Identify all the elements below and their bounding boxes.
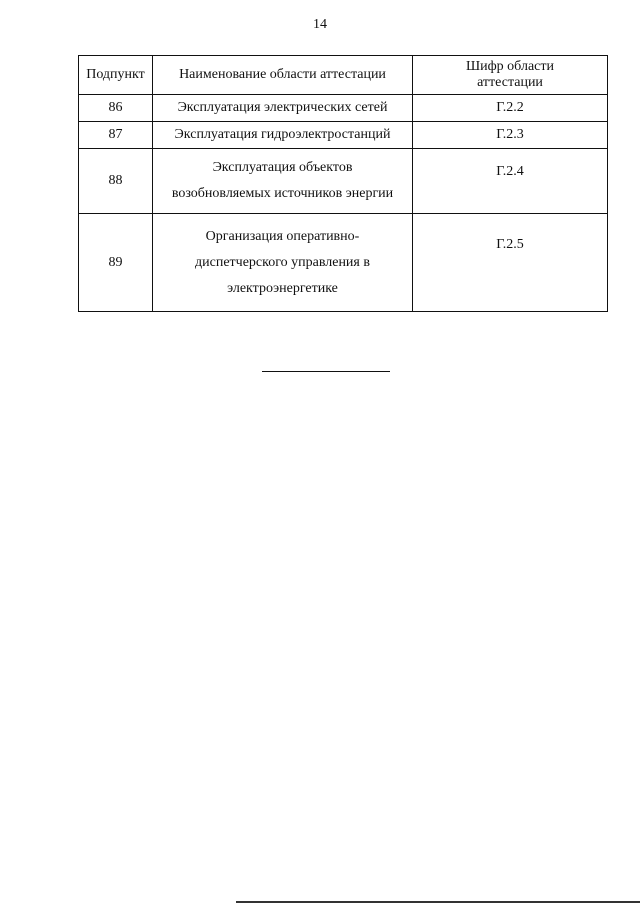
table-row bbox=[79, 95, 608, 122]
header-code bbox=[413, 56, 608, 95]
attestation-table bbox=[78, 55, 608, 312]
row-name-line: возобновляемых источников энергии bbox=[171, 186, 394, 201]
row-name-line: электроэнергетике bbox=[227, 280, 338, 296]
table-row bbox=[79, 122, 608, 149]
header-subitem: Подпункт bbox=[79, 56, 153, 95]
header-name: Наименование области аттестации bbox=[153, 56, 413, 95]
row-name-line: Эксплуатация электрических сетей bbox=[177, 100, 388, 115]
row-name bbox=[153, 122, 413, 149]
page-number: 14 bbox=[313, 17, 327, 32]
row-name bbox=[153, 214, 413, 312]
row-name-line: Организация оперативно- bbox=[205, 228, 360, 244]
table-row bbox=[79, 214, 608, 312]
row-number: 87 bbox=[79, 122, 153, 149]
row-name-line: Эксплуатация гидроэлектростанций bbox=[174, 127, 391, 142]
scan-bottom-edge bbox=[236, 901, 640, 903]
end-divider-line bbox=[262, 371, 390, 372]
header-code-line2: аттестации bbox=[477, 75, 543, 90]
header-code-line1: Шифр области bbox=[466, 59, 554, 74]
row-number: 86 bbox=[79, 95, 153, 122]
row-code: Г.2.4 bbox=[413, 149, 608, 214]
row-code: Г.2.3 bbox=[413, 122, 608, 149]
row-name-line: диспетчерского управления в bbox=[195, 254, 370, 270]
table-header-row bbox=[79, 56, 608, 95]
row-number: 89 bbox=[79, 214, 153, 312]
row-name bbox=[153, 149, 413, 214]
row-number: 88 bbox=[79, 149, 153, 214]
row-name bbox=[153, 95, 413, 122]
row-code: Г.2.2 bbox=[413, 95, 608, 122]
row-code: Г.2.5 bbox=[413, 214, 608, 312]
row-name-line: Эксплуатация объектов bbox=[212, 160, 353, 175]
table-row bbox=[79, 149, 608, 214]
